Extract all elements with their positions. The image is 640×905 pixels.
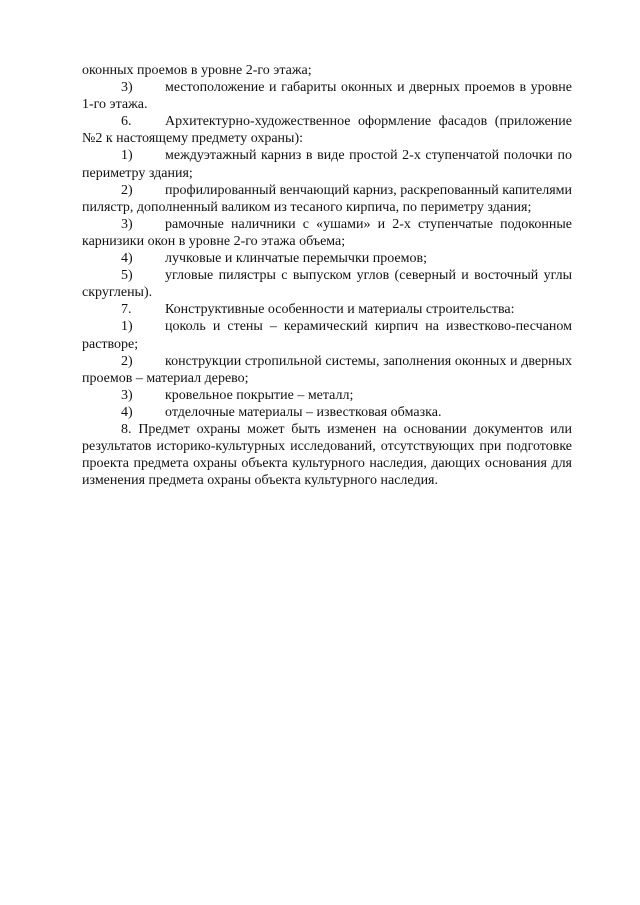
item-text: кровельное покрытие – металл;: [165, 387, 354, 403]
document-page: [82, 62, 572, 489]
continuation-text: оконных проемов в уровне 2-го этажа;: [82, 63, 312, 78]
item-text: отделочные материалы – известковая обмазка.: [165, 404, 442, 420]
item-text: местоположение и габариты оконных и дверных проемов в уровне 1-го этажа.: [82, 80, 572, 113]
item-1-walls: [82, 318, 572, 352]
item-2-crowning-cornice: [82, 182, 572, 216]
item-3-frames: [82, 216, 572, 250]
item-4-lintels: [82, 250, 572, 267]
item-2-rafters: [82, 353, 572, 387]
section-7-heading: [82, 301, 572, 318]
section-number: 7.: [121, 302, 132, 318]
item-number: 2): [121, 182, 133, 198]
item-3-roofing: [82, 387, 572, 404]
item-number: 4): [121, 404, 133, 420]
section-8-paragraph: [82, 421, 572, 489]
item-text: профилированный венчающий карниз, раскрепованный капителями пилястр, дополненный валиком из тесаного кирпича, по периметру здания;: [82, 182, 572, 215]
item-text: конструкции стропильной системы, заполнения оконных и дверных проемов – материал дерево;: [82, 353, 572, 386]
item-number: 3): [121, 387, 133, 403]
section-8-text: 8. Предмет охраны может быть изменен на основании документов или результатов историко-культурных исследований, отсутствующих при подготовке проекта предмета охраны объекта культурного наследия, дающих основания для изменения предмета охраны объекта культурного наследия.: [82, 421, 572, 489]
item-text: лучковые и клинчатые перемычки проемов;: [165, 251, 428, 267]
section-number: 6.: [121, 114, 132, 130]
continuation-line: [82, 62, 572, 79]
item-number: 3): [121, 216, 133, 232]
item-number: 5): [121, 268, 133, 284]
item-number: 4): [121, 251, 133, 267]
item-text: угловые пилястры с выпуском углов (северный и восточный углы скруглены).: [82, 268, 572, 301]
item-number: 1): [121, 148, 133, 164]
item-number: 1): [121, 319, 133, 335]
item-text: междуэтажный карниз в виде простой 2-х ступенчатой полочки по периметру здания;: [82, 148, 572, 181]
item-number: 3): [121, 80, 133, 96]
item-text: цоколь и стены – керамический кирпич на известково-песчаном растворе;: [82, 319, 572, 352]
section-6-heading: [82, 113, 572, 147]
item-3-openings: [82, 79, 572, 113]
item-5-pilasters: [82, 267, 572, 301]
item-number: 2): [121, 353, 133, 369]
item-1-cornice: [82, 147, 572, 181]
item-4-finishing: [82, 404, 572, 421]
section-text: Архитектурно-художественное оформление фасадов (приложение №2 к настоящему предмету охраны):: [82, 114, 572, 147]
item-text: рамочные наличники с «ушами» и 2-х ступенчатые подоконные карнизики окон в уровне 2-го этажа объема;: [82, 216, 572, 249]
section-text: Конструктивные особенности и материалы строительства:: [165, 302, 515, 318]
